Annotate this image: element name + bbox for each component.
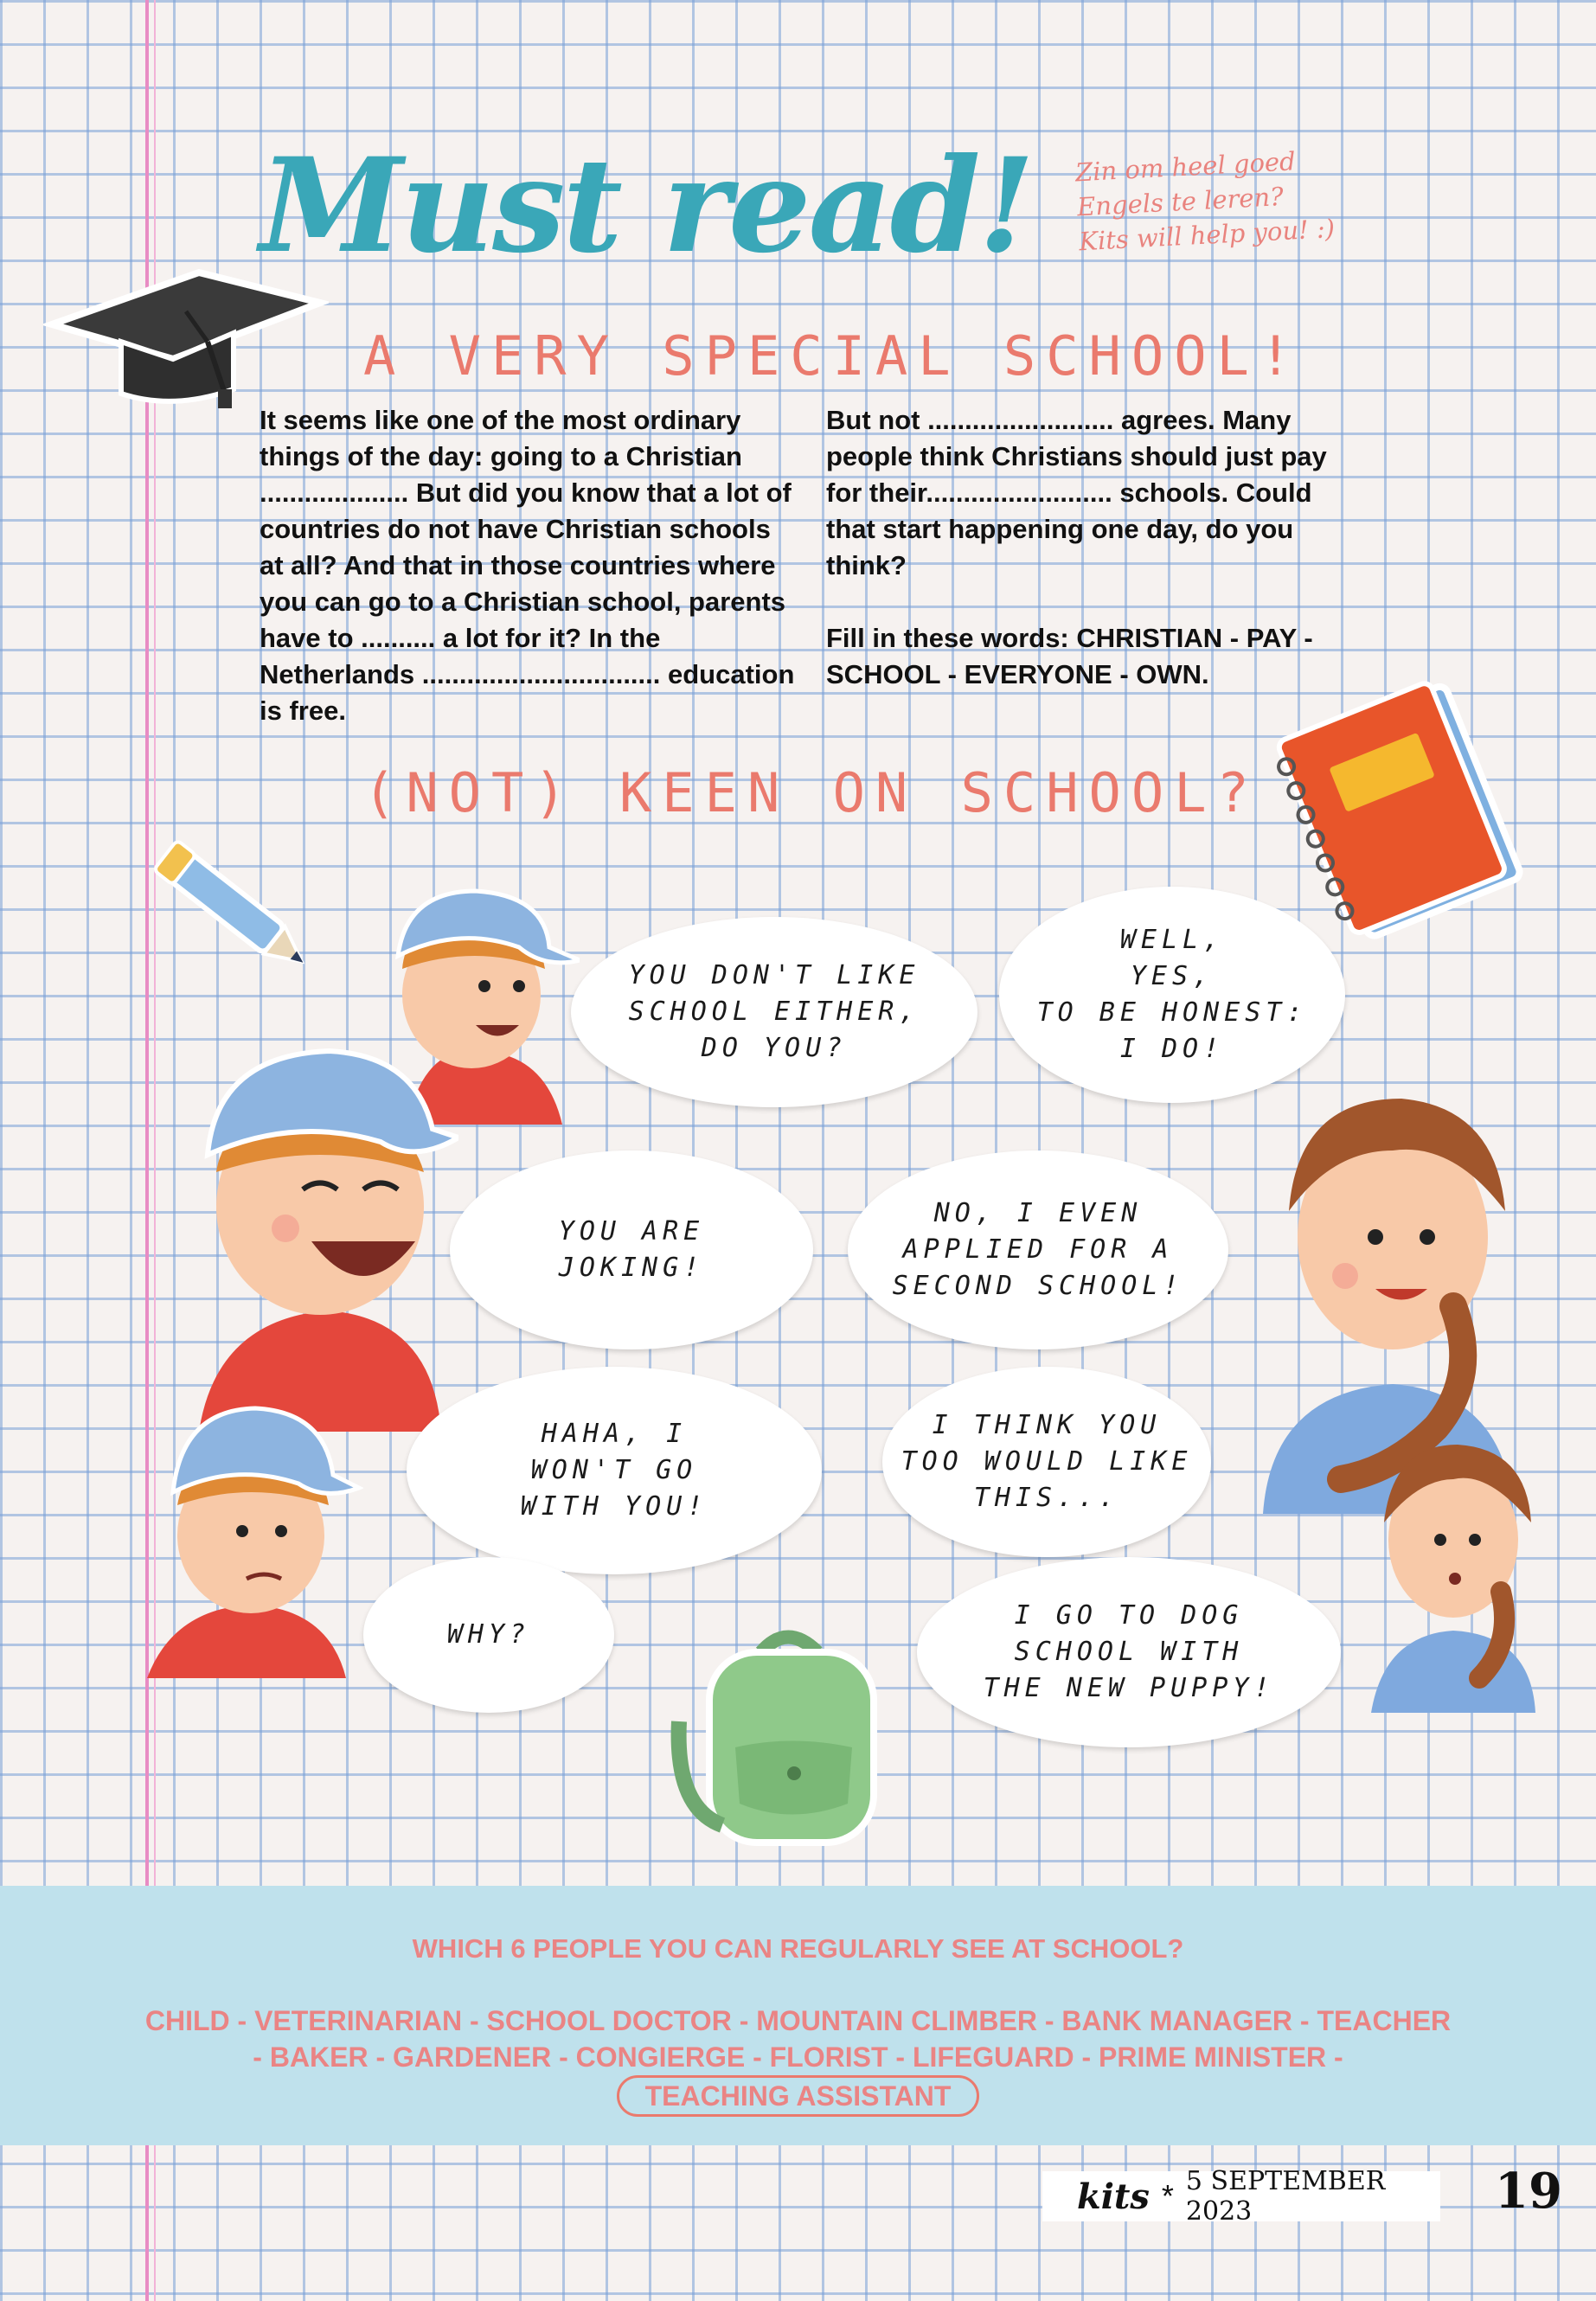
star-icon: *: [1161, 2178, 1174, 2214]
footer: [1042, 2166, 1440, 2227]
speech-bubble: [363, 1557, 614, 1713]
article-heading: A VERY SPECIAL SCHOOL!: [363, 324, 1303, 388]
speech-bubble: [882, 1367, 1211, 1557]
tagline-line: Kits will help you! :): [1078, 213, 1336, 257]
speech-bubble: [917, 1557, 1341, 1747]
speech-text: WELL, YES, TO BE HONEST: I DO!: [1036, 925, 1308, 1064]
speech-text: WHY?: [446, 1619, 531, 1650]
speech-text: YOU DON'T LIKE SCHOOL EITHER, DO YOU?: [628, 960, 920, 1063]
speech-text: YOU ARE JOKING!: [558, 1216, 705, 1283]
grumpy-boy-character: [138, 1393, 363, 1678]
page-number: 19: [1495, 2163, 1562, 2220]
little-girl-character: [1358, 1419, 1548, 1713]
brand-logo: kits: [1077, 2176, 1150, 2217]
speech-bubble: [571, 917, 977, 1107]
speech-bubble: [999, 887, 1345, 1103]
article-paragraph: But not ......................... agrees. Many people think Christians should just pay for their......................... schools. Could that start happening one day, do you think?: [826, 405, 1327, 580]
circled-answer: TEACHING ASSISTANT: [617, 2075, 980, 2117]
speech-text: HAHA, I WON'T GO WITH YOU!: [520, 1419, 708, 1522]
laughing-boy-character: [182, 1034, 458, 1432]
backpack-icon: [657, 1618, 917, 1851]
quiz-words-line: - BAKER - GARDENER - CONGIERGE - FLORIST - LIFEGUARD - PRIME MINISTER -: [253, 2041, 1343, 2073]
speech-text: I GO TO DOG SCHOOL WITH THE NEW PUPPY!: [983, 1600, 1275, 1703]
graduation-cap-icon: [43, 260, 329, 415]
quiz-words-line: CHILD - VETERINARIAN - SCHOOL DOCTOR - MOUNTAIN CLIMBER - BANK MANAGER - TEACHER: [144, 2005, 1452, 2036]
tagline-line: Zin om heel goed: [1074, 146, 1297, 188]
page-title: Must read!: [260, 130, 1033, 282]
speech-bubble: [848, 1150, 1228, 1349]
speech-bubble: [450, 1150, 813, 1349]
article-column-1: [260, 402, 796, 766]
issue-date: 5 SEPTEMBER 2023: [1185, 2166, 1386, 2227]
fill-in-instructions: Fill in these words: CHRISTIAN - PAY - SCHOOL - EVERYONE - OWN.: [826, 623, 1313, 689]
quiz-word-list: [87, 2003, 1509, 2117]
article-paragraph: It seems like one of the most ordinary things of the day: going to a Christian .................... But did you know that a lot of countries do not have Christian schools at all? And that in those countries where you can go to a Christian school, parents have to .......... a lot for it? In the Netherlands ................................ education is free.: [260, 405, 795, 726]
pencil-icon: [138, 822, 329, 995]
notebook-icon: [1272, 666, 1531, 952]
speech-bubble: [407, 1367, 822, 1574]
tagline-line: Engels te leren?: [1076, 181, 1285, 222]
speech-text: NO, I EVEN APPLIED FOR A SECOND SCHOOL!: [892, 1198, 1184, 1301]
speech-text: I THINK YOU TOO WOULD LIKE THIS...: [901, 1410, 1193, 1513]
comic-heading: (NOT) KEEN ON SCHOOL?: [363, 761, 1259, 824]
quiz-question: WHICH 6 PEOPLE YOU CAN REGULARLY SEE AT SCHOOL?: [412, 1933, 1184, 1964]
tagline: [1074, 139, 1391, 260]
